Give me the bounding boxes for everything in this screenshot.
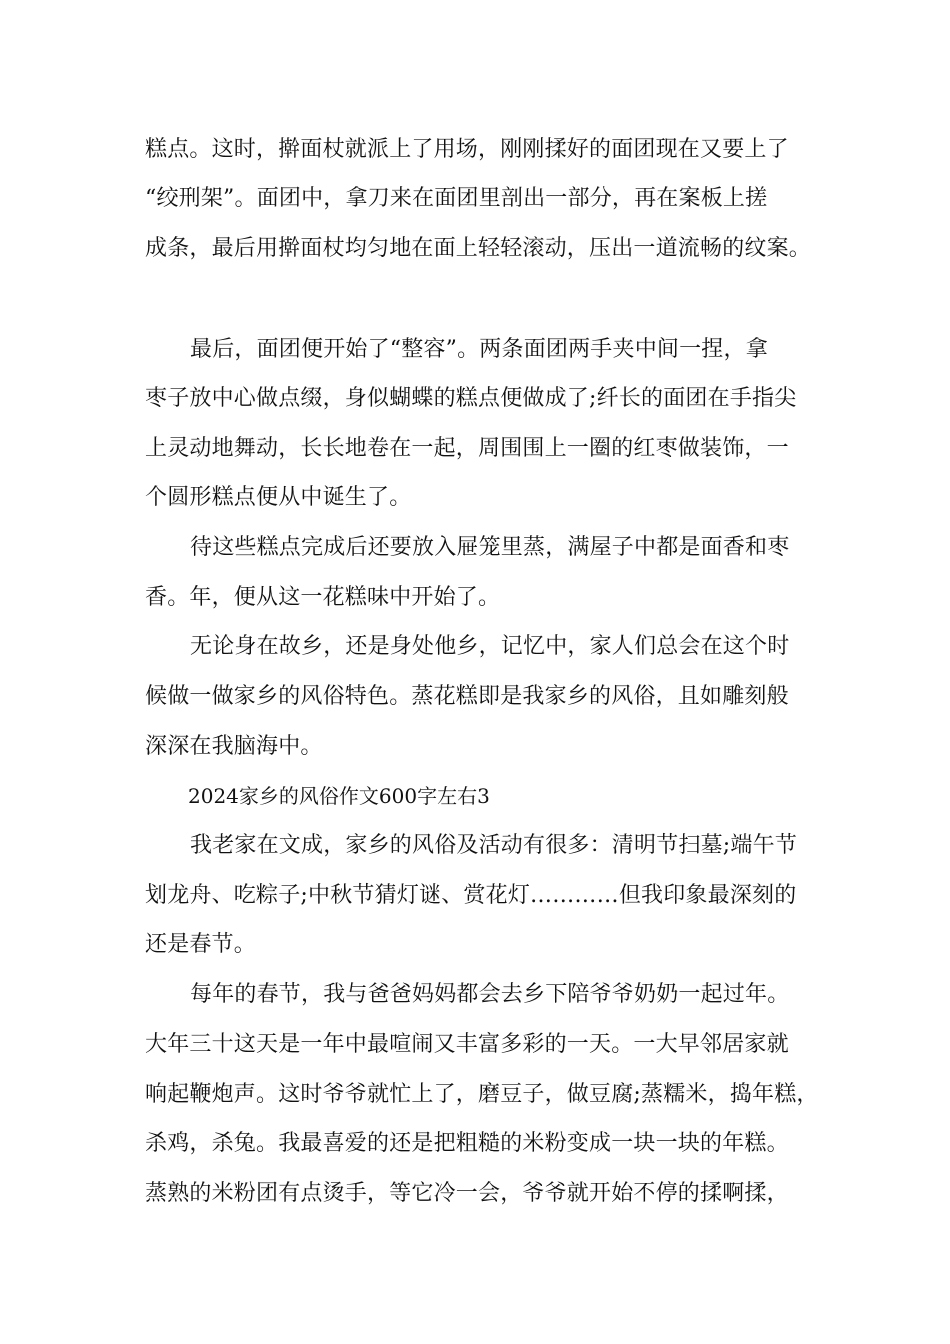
paragraph-start: 无论身在故乡，还是身处他乡，记忆中，家人们总会在这个时: [190, 634, 790, 659]
paragraph-start: 最后，面团便开始了“整容”。两条面团两手夹中间一捏，拿: [190, 337, 768, 362]
text-line: 响起鞭炮声。这时爷爷就忙上了，磨豆子，做豆腐;蒸糯米，捣年糕，: [145, 1082, 819, 1107]
paragraph-start: 每年的春节，我与爸爸妈妈都会去乡下陪爷爷奶奶一起过年。: [190, 982, 790, 1007]
text-line: “绞刑架”。面团中，拿刀来在面团里剖出一部分，再在案板上搓: [145, 186, 768, 211]
text-line: 个圆形糕点便从中诞生了。: [145, 485, 412, 510]
text-line: 划龙舟、吃粽子;中秋节猜灯谜、赏花灯…………但我印象最深刻的: [145, 883, 797, 908]
section-heading: 2024家乡的风俗作文600字左右3: [188, 784, 490, 808]
text-line: 深深在我脑海中。: [145, 734, 323, 759]
text-line: 大年三十这天是一年中最喧闹又丰富多彩的一天。一大早邻居家就: [145, 1032, 789, 1057]
paragraph-start: 待这些糕点完成后还要放入屉笼里蒸，满屋子中都是面香和枣: [190, 535, 790, 560]
text-line: 候做一做家乡的风俗特色。蒸花糕即是我家乡的风俗，且如雕刻般: [145, 684, 789, 709]
paragraph-start: 我老家在文成，家乡的风俗及活动有很多：清明节扫墓;端午节: [190, 833, 798, 858]
text-line: 香。年，便从这一花糕味中开始了。: [145, 585, 501, 610]
text-line: 蒸熟的米粉团有点烫手，等它冷一会，爷爷就开始不停的揉啊揉，: [145, 1181, 789, 1206]
text-line: 糕点。这时，擀面杖就派上了用场，刚刚揉好的面团现在又要上了: [145, 137, 789, 162]
text-line: 还是春节。: [145, 932, 257, 957]
text-line: 杀鸡，杀兔。我最喜爱的还是把粗糙的米粉变成一块一块的年糕。: [145, 1131, 789, 1156]
text-line: 成条，最后用擀面杖均匀地在面上轻轻滚动，压出一道流畅的纹案。: [145, 236, 812, 261]
text-line: 上灵动地舞动，长长地卷在一起，周围围上一圈的红枣做装饰，一: [145, 436, 789, 461]
text-line: 枣子放中心做点缀，身似蝴蝶的糕点便做成了;纤长的面团在手指尖: [145, 386, 797, 411]
